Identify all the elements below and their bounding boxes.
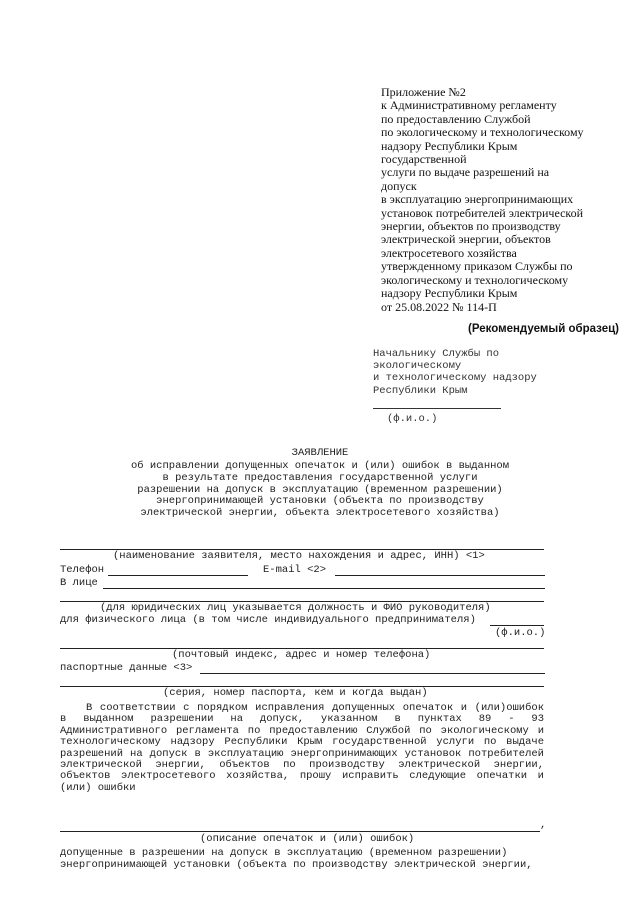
legal-caption: (для юридических лиц указывается должность и ФИО руководителя) xyxy=(100,602,491,614)
addressee-line: экологическому xyxy=(373,360,462,373)
email-field[interactable] xyxy=(335,575,545,576)
appendix-line: утвержденному приказом Службы по xyxy=(381,259,573,274)
appendix-line: установок потребителей электрической xyxy=(381,205,584,220)
addressee-fio-caption: (ф.и.о.) xyxy=(387,413,438,426)
appendix-line: по экологическому и технологическому xyxy=(381,125,584,140)
email-label: E-mail <2> xyxy=(263,564,327,576)
title-line: об исправлении допущенных опечаток и (или) ошибок в выданном xyxy=(130,460,510,472)
appendix-line: допуск xyxy=(381,178,417,193)
tail-text-line: допущенные в разрешении на допуск в эксплуатацию (временном разрешении) xyxy=(60,847,508,859)
individual-field[interactable] xyxy=(490,625,544,626)
addressee-fio-line[interactable] xyxy=(373,400,501,409)
passport-caption: (серия, номер паспорта, кем и когда выдан) xyxy=(163,687,428,699)
in-person-label: В лице xyxy=(60,577,98,589)
tail-text-line: энергопринимающей установки (объекта по производству электрической энергии, xyxy=(60,859,533,871)
errors-caption: (описание опечаток и (или) ошибок) xyxy=(200,833,415,845)
appendix-line: по предоставлению Службой xyxy=(381,111,531,126)
recommended-sample-label: (Рекомендуемый образец) xyxy=(468,323,620,335)
comma-mark: , xyxy=(540,819,547,831)
appendix-line: экологическому и технологическому xyxy=(381,272,569,287)
appendix-block xyxy=(381,86,626,314)
addressee-block xyxy=(373,348,537,425)
errors-description-field[interactable] xyxy=(60,831,540,832)
title-line: электрической энергии, объекта электросетевого хозяйства) xyxy=(140,507,500,520)
applicant-caption: (наименование заявителя, место нахождения и адрес, ИНН) <1> xyxy=(113,550,485,562)
fio-caption: (ф.и.о.) xyxy=(495,627,546,639)
postal-caption: (почтовый индекс, адрес и номер телефона) xyxy=(172,649,431,661)
addressee-line: Республики Крым xyxy=(373,384,468,397)
addressee-line: и технологическому надзору xyxy=(373,372,537,385)
phone-field[interactable] xyxy=(108,575,248,576)
appendix-line: в эксплуатацию энергопринимающих xyxy=(381,192,574,207)
appendix-line: Приложение №2 xyxy=(381,85,466,99)
appendix-line: надзору Республики Крым xyxy=(381,138,518,153)
appendix-date-line: от 25.08.2022 № 114-П xyxy=(381,299,497,314)
document-title: ЗАЯВЛЕНИЕ xyxy=(291,447,349,459)
addressee-line: Начальнику Службы по xyxy=(373,348,500,360)
title-line: в результате предоставления государственной услуги xyxy=(162,471,478,484)
appendix-line: электросетевого хозяйства xyxy=(381,245,517,260)
appendix-line: надзору Республики Крым xyxy=(381,286,518,301)
passport-label: паспортные данные <3> xyxy=(60,662,193,674)
appendix-line: электрической энергии, объектов xyxy=(381,232,551,247)
appendix-line: энергии, объектов по производству xyxy=(381,219,561,234)
title-description xyxy=(0,461,640,520)
appendix-line: государственной xyxy=(381,152,467,167)
individual-caption: для физического лица (в том числе индивидуального предпринимателя) xyxy=(60,614,476,626)
phone-label: Телефон xyxy=(60,564,105,576)
title-line: энергопринимающей установки (объекта по производству xyxy=(156,495,484,508)
passport-field[interactable] xyxy=(200,673,545,674)
appendix-line: к Административному регламенту xyxy=(381,98,557,113)
appendix-line: услуги по выдаче разрешений на xyxy=(381,165,550,180)
body-text: В соответствии с порядком исправления допущенных опечаток и (или)ошибок в выданном разрешении на допуск, указанном в пунктах 89 - 93 Административного регламента по предоставлению Службой по экологическому и технологическому надзору Республики Крым государственной услуги по выдаче разрешений на допуск в эксплуатацию энергопринимающих установок потребителей электрической энергии, объектов по производству электрической энергии, объектов электросетевого хозяйства, прошу исправить следующие опечатки и (или) ошибки xyxy=(60,702,544,794)
in-person-field[interactable] xyxy=(103,588,545,589)
title-line: разрешении на допуск в эксплуатацию (временном разрешении) xyxy=(137,483,503,496)
